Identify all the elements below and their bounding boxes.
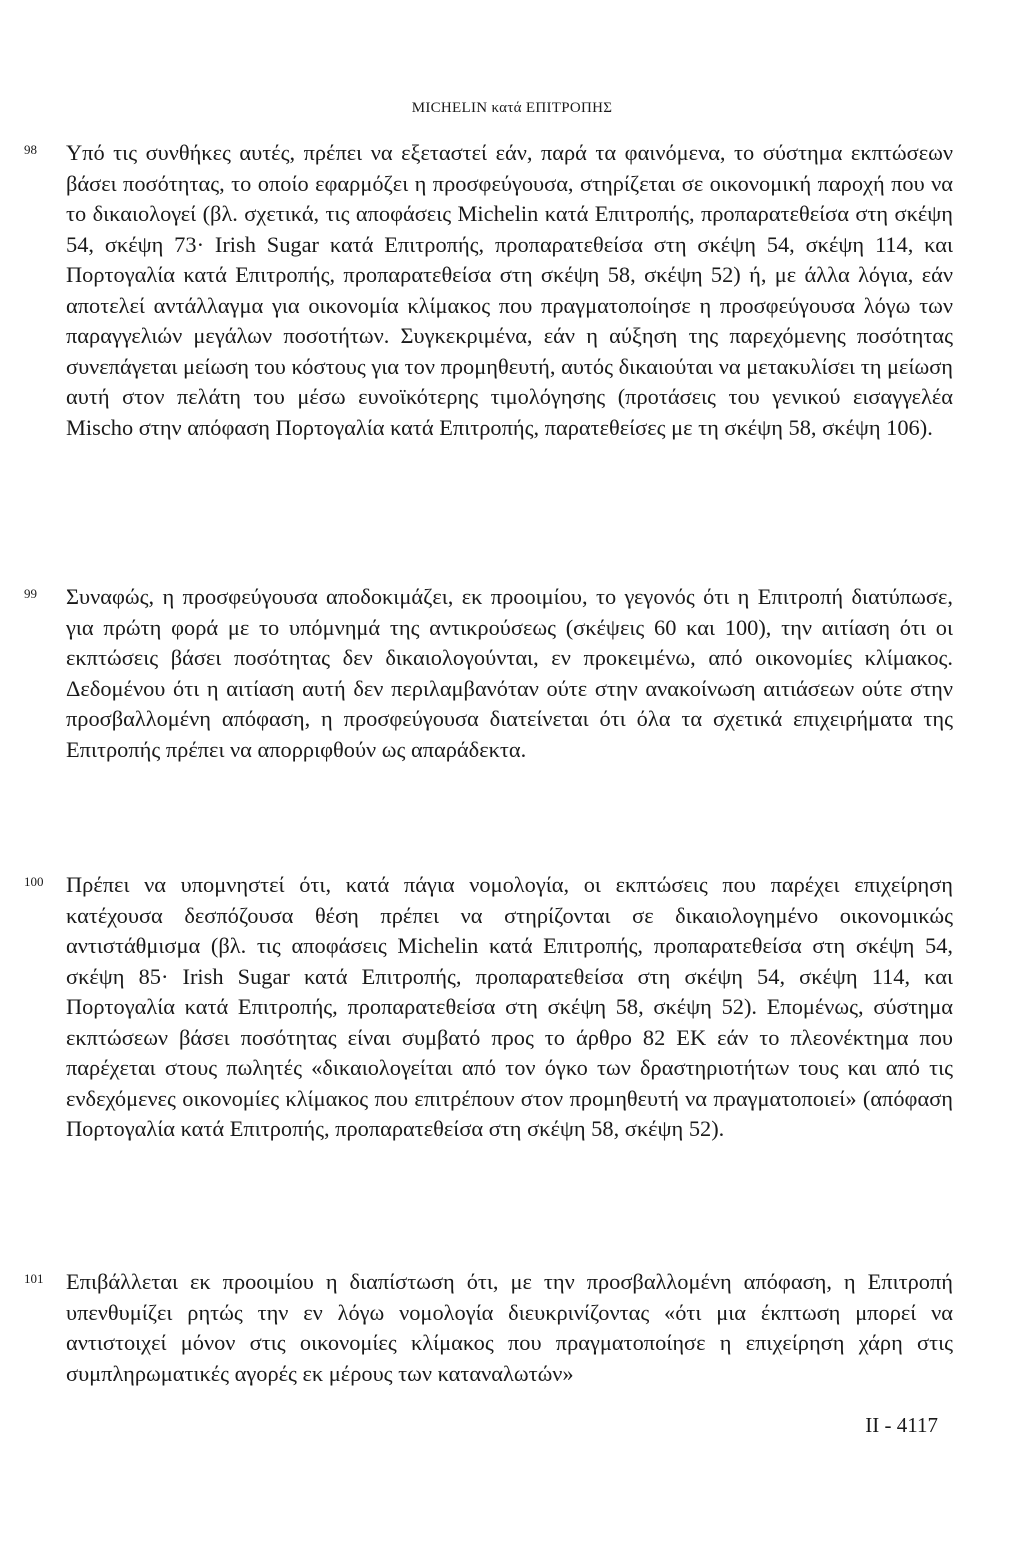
paragraph-text: Επιβάλλεται εκ προοιμίου η διαπίστωση ότι, με την προσβαλλομένη απόφαση, η Επιτροπή υπενθυμίζει ρητώς την εν λόγω νομολογία διευκρινίζοντας «ότι μια έκπτωση μπορεί να αντιστοιχεί μόνον στις οικονομίες κλίμακος που πραγματοποίησε η επιχείρηση χάρη στις συμπληρωματικές αγορές εκ μέρους των καταναλωτών»: [66, 1269, 953, 1386]
page-number: II - 4117: [865, 1413, 938, 1437]
paragraph-text: Συναφώς, η προσφεύγουσα αποδοκιμάζει, εκ προοιμίου, το γεγονός ότι η Επιτροπή διατύπωσε, για πρώτη φορά με το υπόμνημά της αντικρούσεως (σκέψεις 60 και 100), την αιτίαση ότι οι εκπτώσεις βάσει ποσότητας δεν δικαιολογούνται, εν προκειμένω, από οικονομίες κλίμακος. Δεδομένου ότι η αιτίαση αυτή δεν περιλαμβανόταν ούτε στην ανακοίνωση αιτιάσεων ούτε στην προσβαλλομένη απόφαση, η προσφεύγουσα διατείνεται ότι όλα τα σχετικά επιχειρήματα της Επιτροπής πρέπει να απορριφθούν ως απαράδεκτα.: [66, 584, 953, 762]
paragraph-number: 98: [24, 142, 37, 157]
paragraph-number: 99: [24, 586, 37, 601]
paragraph-text: Υπό τις συνθήκες αυτές, πρέπει να εξεταστεί εάν, παρά τα φαινόμενα, το σύστημα εκπτώσεων βάσει ποσότητας, το οποίο εφαρμόζει η προσφεύγουσα, στηρίζεται σε οικονομική παροχή που να το δικαιολογεί (βλ. σχετικά, τις αποφάσεις Michelin κατά Επιτροπής, προπαρατεθείσα στη σκέψη 54, σκέψη 73· Irish Sugar κατά Επιτροπής, προπαρατεθείσα στη σκέψη 54, σκέψη 114, και Πορτογαλία κατά Επιτροπής, προπαρατεθείσα στη σκέψη 58, σκέψη 52) ή, με άλλα λόγια, εάν αποτελεί αντάλλαγμα για οικονομία κλίμακος που πραγματοποίησε η προσφεύγουσα λόγω των παραγγελιών μεγάλων ποσοτήτων. Συγκεκριμένα, εάν η αύξηση της παρεχόμενης ποσότητας συνεπάγεται μείωση του κόστους για τον προμηθευτή, αυτός δικαιούται να μετακυλίσει τη μείωση αυτή στον πελάτη του μέσω ευνοϊκότερης τιμολόγησης (προτάσεις του γενικού εισαγγελέα Mischo στην απόφαση Πορτογαλία κατά Επιτροπής, παρατεθείσες με τη σκέψη 58, σκέψη 106).: [66, 140, 953, 440]
running-head: MICHELIN κατά ΕΠΙΤΡΟΠΗΣ: [411, 100, 613, 116]
paragraph-number: 101: [24, 1271, 44, 1286]
paragraph-number: 100: [24, 874, 44, 889]
paragraph-text: Πρέπει να υπομνηστεί ότι, κατά πάγια νομολογία, οι εκπτώσεις που παρέχει επιχείρηση κατέχουσα δεσπόζουσα θέση πρέπει να στηρίζονται σε δικαιολογημένο οικονομικώς αντιστάθμισμα (βλ. τις αποφάσεις Michelin κατά Επιτροπής, προπαρατεθείσα στη σκέψη 54, σκέψη 85· Irish Sugar κατά Επιτροπής, προπαρατεθείσα στη σκέψη 54, σκέψη 114, και Πορτογαλία κατά Επιτροπής, προπαρατεθείσα στη σκέψη 58, σκέψη 52). Επομένως, σύστημα εκπτώσεων βάσει ποσότητας είναι συμβατό προς το άρθρο 82 ΕΚ εάν το πλεονέκτημα που παρέχεται στους πωλητές «δικαιολογείται από τον όγκο των δραστηριοτήτων τους και από τις ενδεχόμενες οικονομίες κλίμακος που επιτρέπουν στον προμηθευτή να πραγματοποιεί» (απόφαση Πορτογαλία κατά Επιτροπής, προπαρατεθείσα στη σκέψη 58, σκέψη 52).: [66, 872, 953, 1141]
